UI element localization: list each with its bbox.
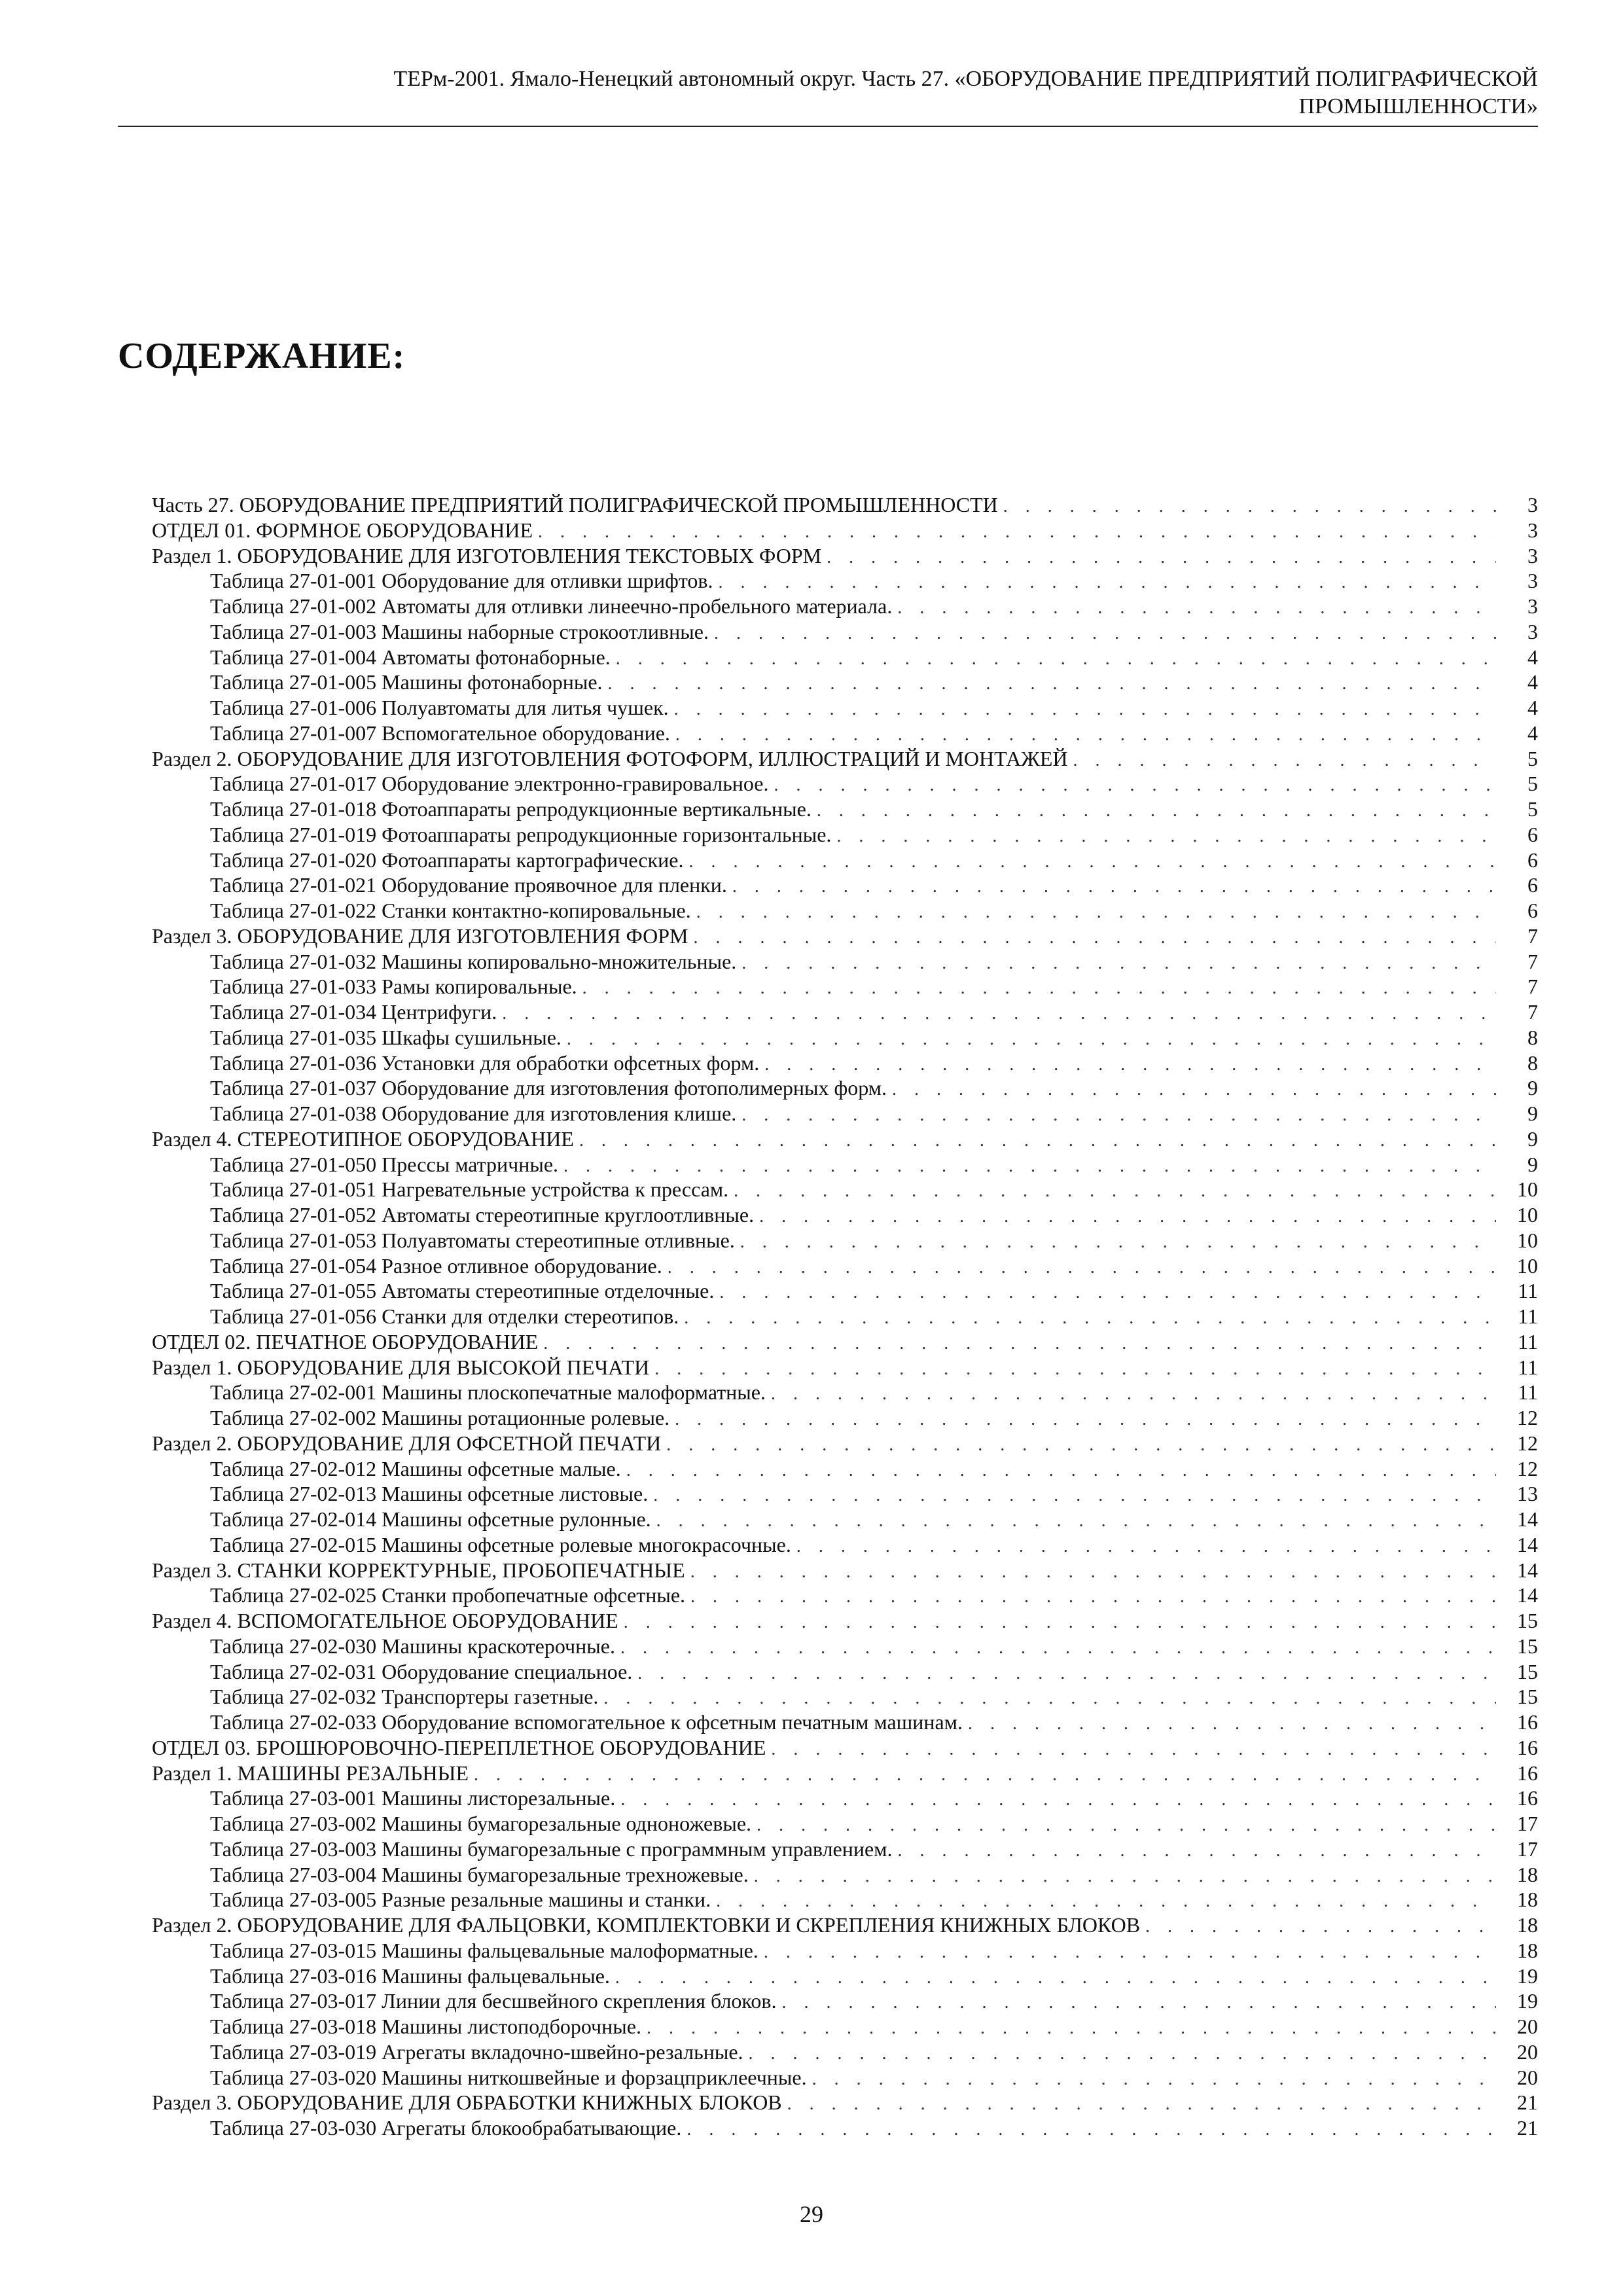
toc-table-entry <box>152 1938 1538 1964</box>
toc-table-entry <box>152 568 1538 594</box>
toc-table-entry <box>152 1710 1538 1735</box>
toc-dot-leader <box>749 2041 1496 2065</box>
toc-entry-title: Таблица 27-01-037 Оборудование для изготовления фотополимерных форм. <box>210 1076 887 1100</box>
toc-entry-title: Таблица 27-02-032 Транспортеры газетные. <box>210 1685 599 1709</box>
toc-entry-page: 21 <box>1517 2090 1538 2115</box>
toc-dot-leader <box>759 1204 1496 1228</box>
toc-section-entry <box>152 1126 1538 1152</box>
toc-dot-leader <box>817 798 1496 822</box>
toc-table-entry <box>152 2115 1538 2141</box>
toc-entry-title: Таблица 27-01-006 Полуавтоматы для литья чушек. <box>210 696 669 719</box>
toc-entry-title: Таблица 27-01-033 Рамы копировальные. <box>210 975 577 999</box>
toc-entry-title: Раздел 4. ВСПОМОГАТЕЛЬНОЕ ОБОРУДОВАНИЕ <box>152 1609 618 1632</box>
toc-entry-title: Таблица 27-02-015 Машины офсетные ролевые многокрасочные. <box>210 1532 791 1556</box>
toc-entry-page: 4 <box>1527 670 1538 694</box>
toc-section-entry <box>152 1329 1538 1355</box>
toc-dot-leader <box>764 1052 1496 1076</box>
toc-entry-page: 14 <box>1517 1507 1538 1531</box>
toc-entry-page: 20 <box>1517 2015 1538 2038</box>
toc-entry-page: 14 <box>1517 1532 1538 1556</box>
toc-dot-leader <box>968 1712 1496 1735</box>
toc-table-entry <box>152 1304 1538 1329</box>
toc-dot-leader <box>836 824 1496 848</box>
toc-dot-leader <box>615 1965 1496 1989</box>
toc-dot-leader <box>757 1813 1496 1837</box>
toc-dot-leader <box>608 672 1496 695</box>
toc-dot-leader <box>1003 494 1496 518</box>
toc-section-entry <box>152 1912 1538 1938</box>
toc-table-entry <box>152 594 1538 619</box>
toc-entry-title: Раздел 1. ОБОРУДОВАНИЕ ДЛЯ ВЫСОКОЙ ПЕЧАТИ <box>152 1355 650 1379</box>
toc-table-entry <box>152 771 1538 797</box>
toc-entry-page: 8 <box>1527 1025 1538 1049</box>
toc-dot-leader <box>696 900 1496 924</box>
toc-table-entry <box>152 721 1538 746</box>
toc-dot-leader <box>626 1458 1496 1482</box>
toc-section-entry <box>152 746 1538 772</box>
page-number: 29 <box>800 2201 823 2227</box>
toc-entry-page: 8 <box>1527 1050 1538 1075</box>
toc-dot-leader <box>543 1331 1496 1355</box>
toc-dot-leader <box>666 1433 1496 1456</box>
header-rule <box>118 126 1538 127</box>
toc-entry-title: Таблица 27-01-020 Фотоаппараты картографические. <box>210 848 684 872</box>
toc-entry-title: Таблица 27-01-036 Установки для обработки офсетных форм. <box>210 1050 760 1075</box>
toc-dot-leader <box>563 1154 1496 1177</box>
toc-entry-page: 16 <box>1517 1786 1538 1810</box>
toc-entry-title: Таблица 27-01-021 Оборудование проявочное для пленки. <box>210 873 727 897</box>
toc-entry-page: 21 <box>1517 2116 1538 2140</box>
toc-entry-title: Раздел 2. ОБОРУДОВАНИЕ ДЛЯ ФАЛЬЦОВКИ, КОМПЛЕКТОВКИ И СКРЕПЛЕНИЯ КНИЖНЫХ БЛОКОВ <box>152 1913 1141 1937</box>
toc-entry-page: 11 <box>1518 1279 1538 1303</box>
toc-table-entry <box>152 1964 1538 1989</box>
toc-entry-title: Таблица 27-01-054 Разное отливное оборудование. <box>210 1253 662 1278</box>
toc-dot-leader <box>624 1610 1496 1634</box>
toc-dot-leader <box>734 1179 1496 1202</box>
toc-entry-title: Таблица 27-02-033 Оборудование вспомогательное к офсетным печатным машинам. <box>210 1710 963 1734</box>
toc-entry-title: Таблица 27-03-030 Агрегаты блокообрабатывающие. <box>210 2116 682 2140</box>
toc-dot-leader <box>688 850 1496 873</box>
toc-dot-leader <box>690 1585 1496 1608</box>
toc-entry-page: 7 <box>1527 1000 1538 1024</box>
toc-table-entry <box>152 1405 1538 1431</box>
toc-entry-page: 11 <box>1518 1304 1538 1328</box>
toc-dot-leader <box>620 1787 1496 1811</box>
toc-entry-title: Таблица 27-01-007 Вспомогательное оборудование. <box>210 721 670 745</box>
toc-table-entry <box>152 2065 1538 2090</box>
toc-dot-leader <box>474 1763 1496 1786</box>
toc-entry-title: Таблица 27-02-030 Машины краскотерочные. <box>210 1634 615 1658</box>
toc-table-entry <box>152 1684 1538 1710</box>
toc-entry-page: 16 <box>1517 1735 1538 1759</box>
toc-table-entry <box>152 1887 1538 1912</box>
toc-entry-title: Таблица 27-01-053 Полуавтоматы стереотипные отливные. <box>210 1228 735 1252</box>
toc-entry-page: 12 <box>1517 1406 1538 1429</box>
toc-entry-title: Таблица 27-01-034 Центрифуги. <box>210 1000 497 1024</box>
toc-entry-title: Раздел 1. МАШИНЫ РЕЗАЛЬНЫЕ <box>152 1761 469 1785</box>
toc-dot-leader <box>675 723 1496 746</box>
toc-table-entry <box>152 1228 1538 1253</box>
toc-section-entry <box>152 924 1538 949</box>
toc-entry-title: Раздел 3. СТАНКИ КОРРЕКТУРНЫЕ, ПРОБОПЕЧАТНЫЕ <box>152 1558 685 1582</box>
toc-entry-page: 20 <box>1517 2065 1538 2089</box>
toc-entry-page: 16 <box>1517 1710 1538 1734</box>
toc-dot-leader <box>616 647 1496 670</box>
toc-entry-title: Таблица 27-02-014 Машины офсетные рулонные. <box>210 1507 651 1531</box>
toc-table-entry <box>152 1152 1538 1177</box>
toc-entry-title: Таблица 27-01-056 Станки для отделки стереотипов. <box>210 1304 679 1328</box>
toc-dot-leader <box>582 976 1496 999</box>
toc-table-entry <box>152 898 1538 924</box>
toc-table-entry <box>152 1481 1538 1507</box>
toc-entry-title: Раздел 4. СТЕРЕОТИПНОЕ ОБОРУДОВАНИЕ <box>152 1126 574 1151</box>
toc-entry-page: 3 <box>1527 619 1538 643</box>
toc-dot-leader <box>741 951 1496 975</box>
toc-entry-title: Таблица 27-01-055 Автоматы стереотипные отделочные. <box>210 1279 715 1303</box>
toc-table-entry <box>152 1634 1538 1659</box>
toc-dot-leader <box>656 1509 1496 1532</box>
toc-table-entry <box>152 645 1538 670</box>
toc-dot-leader <box>1145 1914 1496 1938</box>
toc-entry-title: Таблица 27-01-052 Автоматы стереотипные круглоотливные. <box>210 1203 755 1227</box>
toc-entry-title: Раздел 3. ОБОРУДОВАНИЕ ДЛЯ ИЗГОТОВЛЕНИЯ ФОРМ <box>152 924 688 948</box>
toc-entry-title: Таблица 27-02-013 Машины офсетные листовые. <box>210 1482 649 1506</box>
toc-entry-page: 16 <box>1517 1761 1538 1785</box>
table-of-contents <box>152 492 1538 2141</box>
toc-entry-page: 10 <box>1517 1203 1538 1227</box>
running-header-line-2: ПРОМЫШЛЕННОСТИ» <box>1298 94 1538 118</box>
toc-dot-leader <box>827 545 1496 569</box>
toc-entry-title: Таблица 27-03-019 Агрегаты вкладочно-швейно-резальные. <box>210 2039 743 2064</box>
toc-dot-leader <box>754 1864 1496 1888</box>
toc-entry-page: 5 <box>1527 772 1538 796</box>
toc-entry-title: Таблица 27-01-050 Прессы матричные. <box>210 1152 559 1176</box>
toc-dot-leader <box>690 1560 1496 1583</box>
toc-entry-title: ОТДЕЛ 03. БРОШЮРОВОЧНО-ПЕРЕПЛЕТНОЕ ОБОРУДОВАНИЕ <box>152 1735 766 1759</box>
toc-section-entry <box>152 1355 1538 1380</box>
toc-table-entry <box>152 1380 1538 1405</box>
toc-entry-title: Таблица 27-03-002 Машины бумагорезальные одноножевые. <box>210 1812 752 1835</box>
toc-entry-page: 6 <box>1527 822 1538 846</box>
toc-entry-title: Таблица 27-01-005 Машины фотонаборные. <box>210 670 603 694</box>
toc-entry-title: Таблица 27-02-025 Станки пробопечатные офсетные. <box>210 1583 686 1607</box>
toc-entry-title: Таблица 27-01-017 Оборудование электронно-гравировальное. <box>210 772 769 796</box>
toc-entry-page: 11 <box>1518 1380 1538 1405</box>
toc-dot-leader <box>647 2016 1496 2039</box>
toc-entry-title: Таблица 27-01-051 Нагревательные устройства к прессам. <box>210 1177 729 1202</box>
toc-dot-leader <box>538 520 1496 543</box>
toc-dot-leader <box>764 1940 1496 1964</box>
toc-entry-title: Таблица 27-03-020 Машины ниткошвейные и форзацприклеечные. <box>210 2065 807 2089</box>
toc-dot-leader <box>714 621 1496 645</box>
toc-section-entry <box>152 492 1538 518</box>
toc-entry-title: Таблица 27-03-018 Машины листоподборочные. <box>210 2015 641 2038</box>
toc-table-entry <box>152 999 1538 1025</box>
toc-entry-page: 15 <box>1517 1609 1538 1632</box>
toc-entry-title: ОТДЕЛ 01. ФОРМНОЕ ОБОРУДОВАНИЕ <box>152 518 533 542</box>
toc-dot-leader <box>897 596 1496 619</box>
toc-table-entry <box>152 1507 1538 1532</box>
toc-table-entry <box>152 949 1538 975</box>
toc-entry-page: 3 <box>1527 493 1538 516</box>
toc-dot-leader <box>897 1839 1496 1862</box>
toc-entry-page: 20 <box>1517 2039 1538 2064</box>
toc-dot-leader <box>637 1661 1496 1685</box>
toc-entry-title: Таблица 27-01-001 Оборудование для отливки шрифтов. <box>210 569 713 593</box>
toc-entry-title: Таблица 27-01-038 Оборудование для изготовления клише. <box>210 1102 737 1125</box>
toc-entry-page: 9 <box>1527 1152 1538 1176</box>
toc-table-entry <box>152 1177 1538 1202</box>
toc-table-entry <box>152 670 1538 695</box>
toc-dot-leader <box>774 773 1497 797</box>
toc-entry-page: 4 <box>1527 696 1538 719</box>
toc-entry-page: 6 <box>1527 873 1538 897</box>
toc-dot-leader <box>719 1280 1496 1304</box>
toc-entry-page: 18 <box>1517 1938 1538 1962</box>
toc-table-entry <box>152 974 1538 999</box>
toc-entry-page: 18 <box>1517 1862 1538 1886</box>
toc-entry-page: 11 <box>1518 1355 1538 1379</box>
toc-dot-leader <box>674 697 1496 721</box>
toc-table-entry <box>152 2014 1538 2039</box>
toc-entry-title: Раздел 1. ОБОРУДОВАНИЕ ДЛЯ ИЗГОТОВЛЕНИЯ ТЕКСТОВЫХ ФОРМ <box>152 543 822 567</box>
toc-entry-title: Таблица 27-01-032 Машины копировально-множительные. <box>210 949 737 973</box>
toc-entry-title: Таблица 27-01-019 Фотоаппараты репродукционные горизонтальные. <box>210 822 832 846</box>
toc-entry-page: 17 <box>1517 1812 1538 1835</box>
toc-dot-leader <box>771 1382 1496 1405</box>
toc-entry-title: ОТДЕЛ 02. ПЕЧАТНОЕ ОБОРУДОВАНИЕ <box>152 1329 539 1354</box>
toc-table-entry <box>152 619 1538 645</box>
toc-entry-title: Таблица 27-03-004 Машины бумагорезальные трехножевые. <box>210 1862 749 1886</box>
toc-dot-leader <box>716 1889 1496 1912</box>
toc-table-entry <box>152 1253 1538 1279</box>
toc-entry-page: 15 <box>1517 1634 1538 1658</box>
toc-dot-leader <box>781 1990 1496 2014</box>
toc-entry-page: 14 <box>1517 1558 1538 1582</box>
toc-entry-page: 14 <box>1517 1583 1538 1607</box>
toc-entry-title: Таблица 27-01-035 Шкафы сушильные. <box>210 1025 562 1049</box>
toc-table-entry <box>152 695 1538 721</box>
toc-entry-page: 19 <box>1517 1964 1538 1988</box>
toc-entry-page: 12 <box>1517 1431 1538 1455</box>
toc-table-entry <box>152 1785 1538 1811</box>
toc-entry-page: 7 <box>1527 949 1538 973</box>
running-header-line-1: ТЕРм-2001. Ямало-Ненецкий автономный округ. Часть 27. «ОБОРУДОВАНИЕ ПРЕДПРИЯТИЙ ПОЛИГРАФИЧЕСКОЙ <box>393 67 1538 91</box>
toc-entry-page: 18 <box>1517 1888 1538 1912</box>
toc-dot-leader <box>668 1255 1496 1279</box>
toc-entry-title: Раздел 3. ОБОРУДОВАНИЕ ДЛЯ ОБРАБОТКИ КНИЖНЫХ БЛОКОВ <box>152 2090 782 2115</box>
toc-dot-leader <box>567 1027 1496 1050</box>
toc-entry-title: Таблица 27-03-016 Машины фальцевальные. <box>210 1964 610 1988</box>
toc-entry-page: 4 <box>1527 645 1538 669</box>
toc-entry-page: 11 <box>1518 1329 1538 1354</box>
toc-dot-leader <box>693 925 1496 949</box>
toc-entry-page: 5 <box>1527 746 1538 770</box>
toc-entry-page: 15 <box>1517 1659 1538 1683</box>
toc-entry-page: 7 <box>1527 975 1538 999</box>
toc-entry-page: 12 <box>1517 1456 1538 1480</box>
toc-dot-leader <box>741 1103 1496 1126</box>
toc-section-entry <box>152 2090 1538 2115</box>
toc-dot-leader <box>675 1407 1496 1431</box>
page-title: СОДЕРЖАНИЕ: <box>118 336 406 376</box>
toc-table-entry <box>152 1278 1538 1304</box>
toc-table-entry <box>152 1659 1538 1685</box>
toc-table-entry <box>152 848 1538 873</box>
toc-table-entry <box>152 1075 1538 1101</box>
toc-section-entry <box>152 518 1538 543</box>
toc-entry-page: 10 <box>1517 1177 1538 1202</box>
toc-entry-title: Таблица 27-03-015 Машины фальцевальные малоформатные. <box>210 1938 758 1962</box>
toc-entry-page: 6 <box>1527 899 1538 922</box>
toc-table-entry <box>152 822 1538 848</box>
running-header <box>118 65 1538 120</box>
toc-entry-title: Таблица 27-01-018 Фотоаппараты репродукционные вертикальные. <box>210 797 812 821</box>
toc-dot-leader <box>579 1128 1496 1152</box>
toc-entry-title: Таблица 27-03-001 Машины листорезальные. <box>210 1786 616 1810</box>
toc-entry-title: Таблица 27-01-022 Станки контактно-копировальные. <box>210 899 691 922</box>
toc-dot-leader <box>603 1686 1496 1710</box>
toc-dot-leader <box>771 1737 1496 1761</box>
toc-entry-page: 10 <box>1517 1253 1538 1278</box>
toc-entry-page: 3 <box>1527 543 1538 567</box>
toc-entry-page: 6 <box>1527 848 1538 872</box>
toc-entry-page: 5 <box>1527 797 1538 821</box>
toc-entry-page: 3 <box>1527 518 1538 542</box>
toc-entry-page: 4 <box>1527 721 1538 745</box>
toc-entry-page: 17 <box>1517 1837 1538 1861</box>
toc-entry-page: 19 <box>1517 1989 1538 2013</box>
toc-entry-page: 3 <box>1527 594 1538 618</box>
toc-section-entry <box>152 1735 1538 1761</box>
toc-dot-leader <box>812 2067 1496 2090</box>
toc-section-entry <box>152 1558 1538 1583</box>
toc-dot-leader <box>620 1636 1496 1659</box>
toc-table-entry <box>152 1583 1538 1608</box>
toc-table-entry <box>152 1811 1538 1837</box>
toc-dot-leader <box>740 1230 1496 1253</box>
toc-dot-leader <box>654 1357 1496 1380</box>
toc-dot-leader <box>687 2117 1496 2141</box>
toc-table-entry <box>152 1202 1538 1228</box>
toc-entry-title: Часть 27. ОБОРУДОВАНИЕ ПРЕДПРИЯТИЙ ПОЛИГРАФИЧЕСКОЙ ПРОМЫШЛЕННОСТИ <box>152 493 998 516</box>
toc-table-entry <box>152 1862 1538 1888</box>
toc-dot-leader <box>732 874 1496 898</box>
toc-table-entry <box>152 1532 1538 1558</box>
toc-table-entry <box>152 1988 1538 2014</box>
toc-section-entry <box>152 1431 1538 1456</box>
toc-dot-leader <box>502 1001 1496 1025</box>
toc-entry-title: Раздел 2. ОБОРУДОВАНИЕ ДЛЯ ОФСЕТНОЙ ПЕЧАТИ <box>152 1431 662 1455</box>
toc-section-entry <box>152 1608 1538 1634</box>
toc-table-entry <box>152 872 1538 898</box>
toc-entry-title: Таблица 27-02-001 Машины плоскопечатные малоформатные. <box>210 1380 766 1405</box>
toc-section-entry <box>152 543 1538 569</box>
toc-entry-title: Таблица 27-02-031 Оборудование специальное. <box>210 1659 633 1683</box>
toc-entry-title: Раздел 2. ОБОРУДОВАНИЕ ДЛЯ ИЗГОТОВЛЕНИЯ ФОТОФОРМ, ИЛЛЮСТРАЦИЙ И МОНТАЖЕЙ <box>152 746 1068 770</box>
toc-entry-title: Таблица 27-02-002 Машины ротационные ролевые. <box>210 1406 670 1429</box>
toc-entry-title: Таблица 27-01-002 Автоматы для отливки линеечно-пробельного материала. <box>210 594 893 618</box>
toc-entry-page: 10 <box>1517 1228 1538 1252</box>
toc-entry-page: 9 <box>1527 1076 1538 1100</box>
toc-table-entry <box>152 1456 1538 1482</box>
toc-entry-page: 7 <box>1527 924 1538 948</box>
toc-table-entry <box>152 797 1538 822</box>
toc-entry-title: Таблица 27-03-005 Разные резальные машины и станки. <box>210 1888 711 1912</box>
toc-entry-title: Таблица 27-03-017 Линии для бесшвейного скрепления блоков. <box>210 1989 777 2013</box>
toc-entry-page: 18 <box>1517 1913 1538 1937</box>
toc-entry-title: Таблица 27-03-003 Машины бумагорезальные с программным управлением. <box>210 1837 893 1861</box>
toc-dot-leader <box>719 570 1496 594</box>
toc-table-entry <box>152 1050 1538 1076</box>
toc-dot-leader <box>1073 748 1497 772</box>
toc-table-entry <box>152 1837 1538 1862</box>
toc-entry-page: 9 <box>1527 1102 1538 1125</box>
toc-entry-page: 13 <box>1517 1482 1538 1506</box>
toc-entry-page: 9 <box>1527 1126 1538 1151</box>
toc-entry-title: Таблица 27-01-004 Автоматы фотонаборные. <box>210 645 611 669</box>
toc-section-entry <box>152 1761 1538 1786</box>
toc-table-entry <box>152 1025 1538 1050</box>
toc-entry-page: 15 <box>1517 1685 1538 1709</box>
toc-dot-leader <box>787 2092 1496 2115</box>
toc-table-entry <box>152 1101 1538 1126</box>
toc-table-entry <box>152 2039 1538 2065</box>
toc-entry-title: Таблица 27-01-003 Машины наборные строкоотливные. <box>210 619 709 643</box>
toc-entry-title: Таблица 27-02-012 Машины офсетные малые. <box>210 1456 621 1480</box>
toc-entry-page: 3 <box>1527 569 1538 593</box>
toc-dot-leader <box>796 1534 1496 1558</box>
toc-dot-leader <box>653 1483 1496 1507</box>
toc-dot-leader <box>684 1306 1496 1329</box>
toc-dot-leader <box>892 1077 1496 1101</box>
